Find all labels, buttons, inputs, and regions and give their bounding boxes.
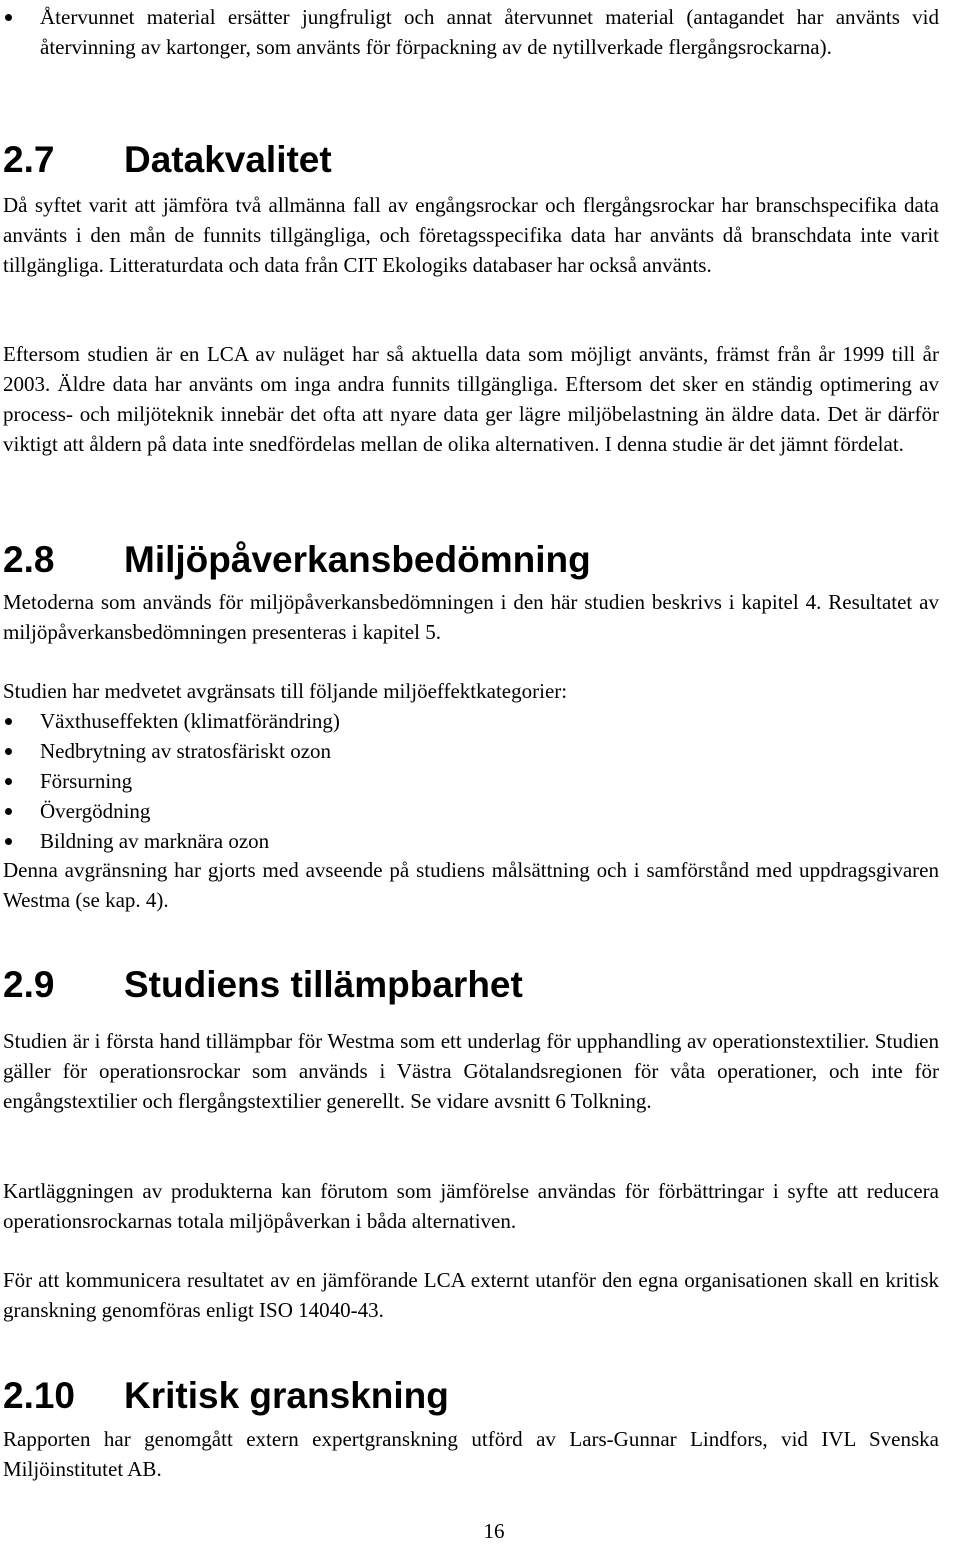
section-number: 2.9: [3, 964, 55, 1005]
paragraph: Studien har medvetet avgränsats till följande miljöeffektkategorier:: [3, 679, 568, 703]
section-heading-2-7: [3, 138, 332, 182]
paragraph: För att kommunicera resultatet av en jämförande LCA externt utanför den egna organisationen skall en kritisk granskning genomföras enligt ISO 14040-43.: [3, 1268, 939, 1322]
section-heading-2-10: [3, 1374, 449, 1418]
section-heading-2-8: [3, 538, 591, 582]
list-item: Övergödning: [3, 796, 939, 826]
paragraph: Rapporten har genomgått extern expertgranskning utförd av Lars-Gunnar Lindfors, vid IVL Svenska Miljöinstitutet AB.: [3, 1427, 939, 1481]
top-bullet-list: [3, 2, 939, 62]
paragraph: Kartläggningen av produkterna kan förutom som jämförelse användas för förbättringar i syfte att reducera operationsrockarnas totala miljöpåverkan i båda alternativen.: [3, 1179, 939, 1233]
list-item: Bildning av marknära ozon: [3, 826, 939, 856]
section-title: Miljöpåverkansbedömning: [124, 539, 591, 580]
paragraph: Denna avgränsning har gjorts med avseende på studiens målsättning och i samförstånd med uppdragsgivaren Westma (se kap. 4).: [3, 858, 939, 912]
paragraph: Metoderna som används för miljöpåverkansbedömningen i den här studien beskrivs i kapitel 4. Resultatet av miljöpåverkansbedömningen presenteras i kapitel 5.: [3, 590, 939, 644]
section-title: Kritisk granskning: [124, 1375, 449, 1416]
bullet-dot-icon: [5, 748, 12, 755]
bullet-dot-icon: [5, 778, 12, 785]
list-item: Växthuseffekten (klimatförändring): [3, 706, 939, 736]
paragraph: Då syftet varit att jämföra två allmänna fall av engångsrockar och flergångsrockar har branschspecifika data använts i den mån de funnits tillgängliga, och företagsspecifika data har använts då branschdata inte varit tillgängliga. Litteraturdata och data från CIT Ekologiks databaser har också använts.: [3, 193, 939, 277]
list-item: Försurning: [3, 766, 939, 796]
list-item: Nedbrytning av stratosfäriskt ozon: [3, 736, 939, 766]
bullet-text: Återvunnet material ersätter jungfruligt och annat återvunnet material (antagandet har använts vid återvinning av kartonger, som använts för förpackning av de nytillverkade flergångsrockarna).: [40, 5, 939, 59]
page-number: 16: [483, 1519, 505, 1543]
paragraph: Eftersom studien är en LCA av nuläget har så aktuella data som möjligt använts, främst från år 1999 till år 2003. Äldre data har använts om inga andra funnits tillgängliga. Eftersom det sker en ständig optimering av process- och miljöteknik innebär det ofta att nyare data ger lägre miljöbelastning än äldre data. Det är därför viktigt att åldern på data inte snedfördelas mellan de olika alternativen. I denna studie är det jämnt fördelat.: [3, 342, 939, 456]
bullet-dot-icon: [5, 808, 12, 815]
bullet-dot-icon: [5, 718, 12, 725]
bullet-dot-icon: [5, 14, 12, 21]
section-number: 2.8: [3, 539, 55, 580]
impact-category-list: [3, 706, 939, 856]
section-number: 2.10: [3, 1375, 76, 1416]
section-number: 2.7: [3, 139, 55, 180]
paragraph: Studien är i första hand tillämpbar för Westma som ett underlag för upphandling av operationstextilier. Studien gäller för operationsrockar som används i Västra Götalandsregionen för våta operationer, och inte för engångstextilier och flergångstextilier generellt. Se vidare avsnitt 6 Tolkning.: [3, 1029, 939, 1113]
section-title: Datakvalitet: [124, 139, 332, 180]
section-title: Studiens tillämpbarhet: [124, 964, 523, 1005]
section-heading-2-9: [3, 963, 523, 1007]
list-item: [3, 2, 939, 62]
bullet-dot-icon: [5, 838, 12, 845]
